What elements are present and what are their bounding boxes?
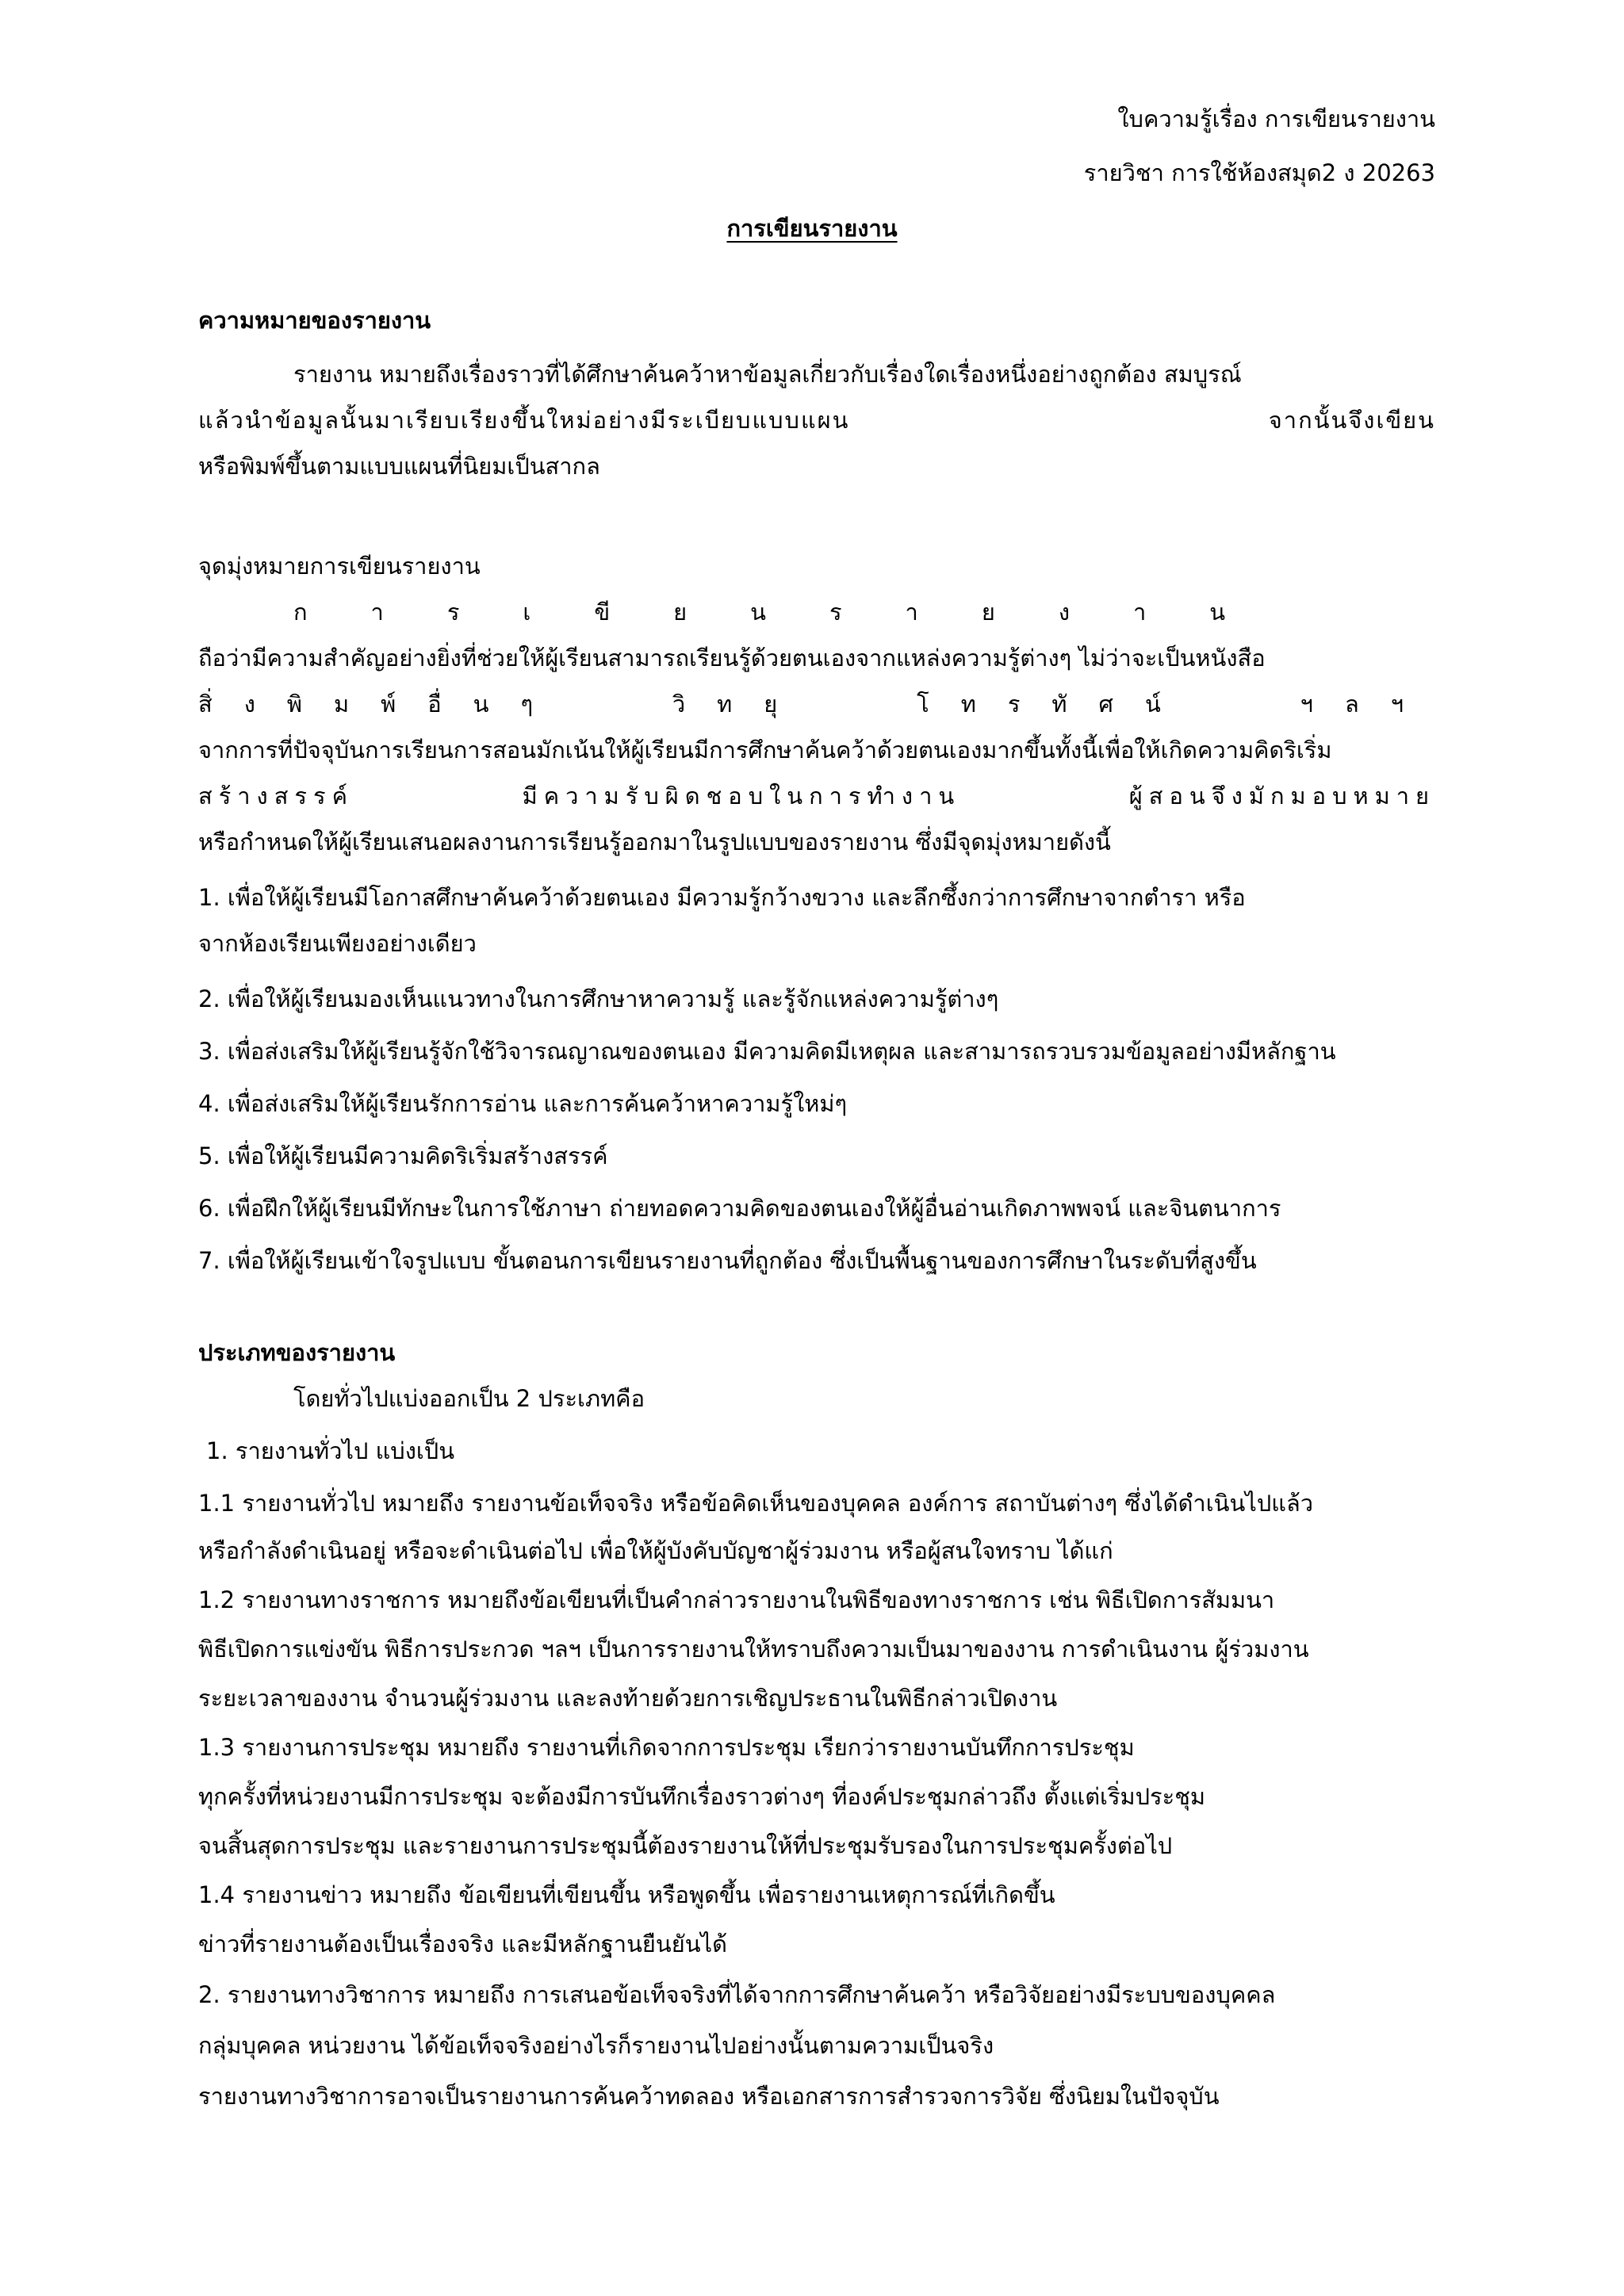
- types-line: กลุ่มบุคคล หน่วยงาน ได้ข้อเท็จจริงอย่างไรก็รายงานไปอย่างนั้นตามความเป็นจริง: [198, 2032, 994, 2059]
- meaning-line: หรือพิมพ์ขึ้นตามแบบแผนที่นิยมเป็นสากล: [198, 453, 600, 480]
- purpose-item: 6. เพื่อฝึกให้ผู้เรียนมีทักษะในการใช้ภาษา ถ่ายทอดความคิดของตนเองให้ผู้อื่นอ่านเกิดภาพพจน์ และจินตนาการ: [198, 1195, 1281, 1222]
- document-title: การเขียนรายงาน: [726, 215, 898, 242]
- purpose-line: สิ่งพิมพ์อื่นๆ วิทยุ โทรทัศน์ ฯลฯ: [198, 691, 1435, 718]
- types-line: ข่าวที่รายงานต้องเป็นเรื่องจริง และมีหลักฐานยืนยันได้: [198, 1931, 727, 1957]
- types-line: 1.4 รายงานข่าว หมายถึง ข้อเขียนที่เขียนขึ้น หรือพูดขึ้น เพื่อรายงานเหตุการณ์ที่เกิดขึ้น: [198, 1881, 1055, 1908]
- types-intro: โดยทั่วไปแบ่งออกเป็น 2 ประเภทคือ: [293, 1385, 645, 1412]
- meaning-line: รายงาน หมายถึงเรื่องราวที่ได้ศึกษาค้นคว้าหาข้อมูลเกี่ยวกับเรื่องใดเรื่องหนึ่งอย่างถูกต้อง สมบูรณ์: [293, 361, 1242, 388]
- purpose-line: หรือกำหนดให้ผู้เรียนเสนอผลงานการเรียนรู้ออกมาในรูปแบบของรายงาน ซึ่งมีจุดมุ่งหมายดังนี้: [198, 828, 1111, 855]
- purpose-line: การเขียนรายงาน: [293, 599, 1289, 626]
- purpose-item: 5. เพื่อให้ผู้เรียนมีความคิดริเริ่มสร้างสรรค์: [198, 1142, 608, 1169]
- types-line: หรือกำลังดำเนินอยู่ หรือจะดำเนินต่อไป เพื่อให้ผู้บังคับบัญชาผู้ร่วมงาน หรือผู้สนใจทราบ ได้แก่: [198, 1537, 1113, 1564]
- types-heading: ประเภทของรายงาน: [198, 1339, 396, 1366]
- sheet-title: ใบความรู้เรื่อง การเขียนรายงาน: [1117, 105, 1435, 132]
- purpose-item: 2. เพื่อให้ผู้เรียนมองเห็นแนวทางในการศึกษาหาความรู้ และรู้จักแหล่งความรู้ต่างๆ: [198, 985, 999, 1012]
- types-line: ทุกครั้งที่หน่วยงานมีการประชุม จะต้องมีการบันทึกเรื่องราวต่างๆ ที่องค์ประชุมกล่าวถึง ตั้งแต่เริ่มประชุม: [198, 1783, 1205, 1810]
- meaning-heading: ความหมายของรายงาน: [198, 307, 431, 334]
- types-line: 2. รายงานทางวิชาการ หมายถึง การเสนอข้อเท็จจริงที่ได้จากการศึกษาค้นคว้า หรือวิจัยอย่างมีระบบของบุคคล: [198, 1981, 1276, 2008]
- purpose-item: 3. เพื่อส่งเสริมให้ผู้เรียนรู้จักใช้วิจารณญาณของตนเอง มีความคิดมีเหตุผล และสามารถรวบรวมข้อมูลอย่างมีหลักฐาน: [198, 1038, 1336, 1065]
- purpose-item: 4. เพื่อส่งเสริมให้ผู้เรียนรักการอ่าน และการค้นคว้าหาความรู้ใหม่ๆ: [198, 1090, 848, 1117]
- course-code: รายวิชา การใช้ห้องสมุด2 ง 20263: [1083, 159, 1435, 186]
- types-line: 1. รายงานทั่วไป แบ่งเป็น: [206, 1437, 455, 1464]
- types-line: จนสิ้นสุดการประชุม และรายงานการประชุมนี้ต้องรายงานให้ที่ประชุมรับรองในการประชุมครั้งต่อไป: [198, 1832, 1173, 1859]
- purpose-heading: จุดมุ่งหมายการเขียนรายงาน: [198, 553, 481, 580]
- meaning-line: แล้วนำข้อมูลนั้นมาเรียบเรียงขึ้นใหม่อย่างมีระเบียบแบบแผน จากนั้นจึงเขียน: [198, 407, 1435, 434]
- types-line: 1.1 รายงานทั่วไป หมายถึง รายงานข้อเท็จจริง หรือข้อคิดเห็นของบุคคล องค์การ สถาบันต่างๆ ซึ่งได้ดำเนินไปแล้ว: [198, 1490, 1314, 1517]
- types-line: 1.3 รายงานการประชุม หมายถึง รายงานที่เกิดจากการประชุม เรียกว่ารายงานบันทึกการประชุม: [198, 1734, 1135, 1761]
- types-line: ระยะเวลาของงาน จำนวนผู้ร่วมงาน และลงท้ายด้วยการเชิญประธานในพิธีกล่าวเปิดงาน: [198, 1685, 1058, 1712]
- purpose-item: 7. เพื่อให้ผู้เรียนเข้าใจรูปแบบ ขั้นตอนการเขียนรายงานที่ถูกต้อง ซึ่งเป็นพื้นฐานของการศึกษาในระดับที่สูงขึ้น: [198, 1247, 1257, 1274]
- purpose-item: จากห้องเรียนเพียงอย่างเดียว: [198, 930, 477, 957]
- purpose-line: จากการที่ปัจจุบันการเรียนการสอนมักเน้นให้ผู้เรียนมีการศึกษาค้นคว้าด้วยตนเองมากขึ้นทั้งนี้เพื่อให้เกิดความคิดริเริ่ม: [198, 737, 1332, 763]
- types-line: 1.2 รายงานทางราชการ หมายถึงข้อเขียนที่เป็นคำกล่าวรายงานในพิธีของทางราชการ เช่น พิธีเปิดการสัมมนา: [198, 1586, 1275, 1613]
- purpose-line: สร้างสรรค์ มีความรับผิดชอบในการทำงาน ผู้สอนจึงมักมอบหมาย: [198, 783, 1435, 809]
- purpose-line: ถือว่ามีความสำคัญอย่างยิ่งที่ช่วยให้ผู้เรียนสามารถเรียนรู้ด้วยตนเองจากแหล่งความรู้ต่างๆ ไม่ว่าจะเป็นหนังสือ: [198, 645, 1266, 672]
- types-line: รายงานทางวิชาการอาจเป็นรายงานการค้นคว้าทดลอง หรือเอกสารการสำรวจการวิจัย ซึ่งนิยมในปัจจุบัน: [198, 2083, 1220, 2110]
- types-line: พิธีเปิดการแข่งขัน พิธีการประกวด ฯลฯ เป็นการรายงานให้ทราบถึงความเป็นมาของงาน การดำเนินงาน ผู้ร่วมงาน: [198, 1636, 1309, 1663]
- purpose-item: 1. เพื่อให้ผู้เรียนมีโอกาสศึกษาค้นคว้าด้วยตนเอง มีความรู้กว้างขวาง และลึกซึ้งกว่าการศึกษาจากตำรา หรือ: [198, 884, 1246, 911]
